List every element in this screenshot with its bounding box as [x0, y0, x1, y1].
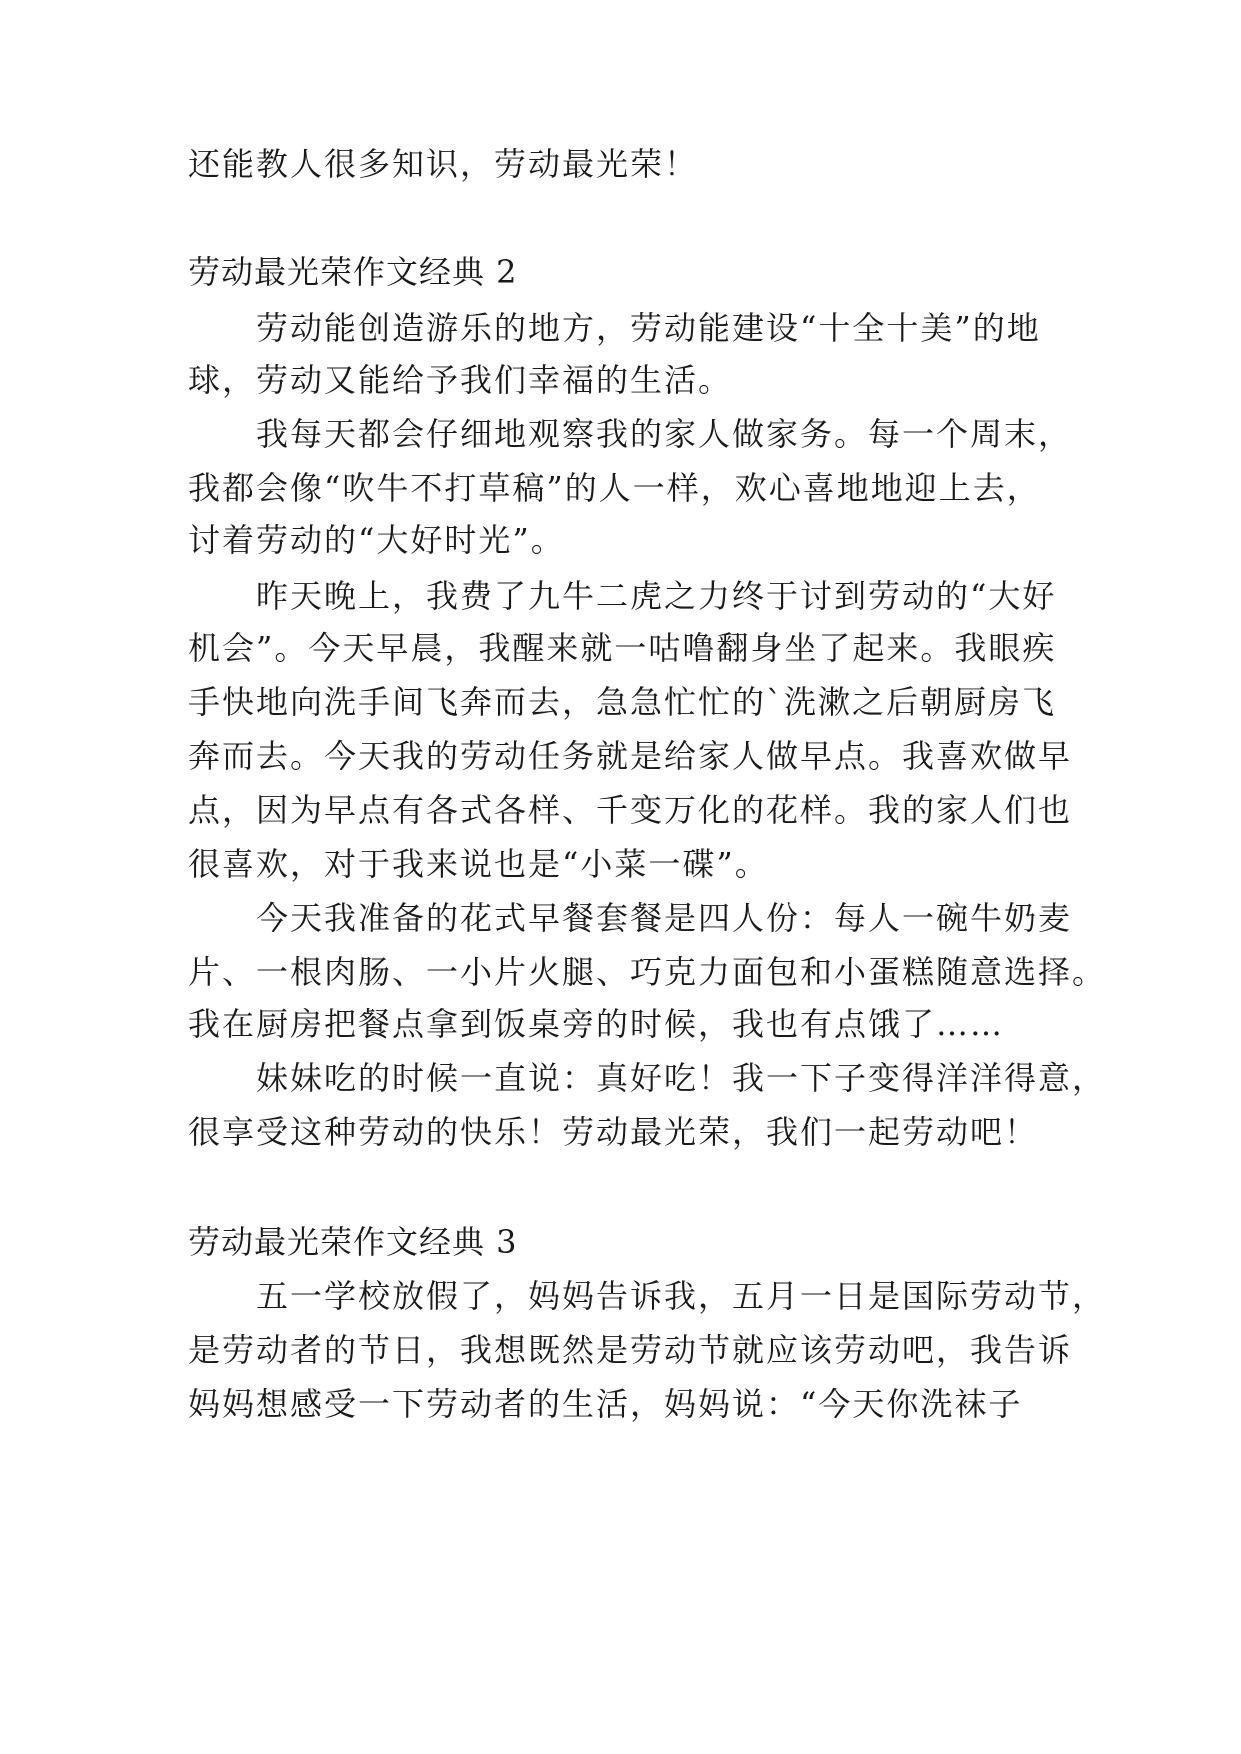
- section-2-line: 球，劳动又能给予我们幸福的生活。: [188, 361, 733, 399]
- section-2-line: 很享受这种劳动的快乐！劳动最光荣，我们一起劳动吧！: [188, 1113, 1039, 1151]
- section-2-line: 点，因为早点有各式各样、千变万化的花样。我的家人们也: [188, 791, 1073, 829]
- section-3-line: 妈妈想感受一下劳动者的生活，妈妈说：“今天你洗袜子: [188, 1385, 1023, 1423]
- section-2-line: 很喜欢，对于我来说也是“小菜一碟”。: [188, 845, 769, 883]
- section-2-line: 机会”。今天早晨，我醒来就一咕噜翻身坐了起来。我眼疾: [188, 629, 1057, 667]
- section-2-line: 片、一根肉肠、一小片火腿、巧克力面包和小蛋糕随意选择。: [188, 953, 1107, 991]
- section-2-line: 我都会像“吹牛不打草稿”的人一样，欢心喜地地迎上去，: [188, 469, 1041, 507]
- section-3-title: 劳动最光荣作文经典 3: [188, 1223, 518, 1261]
- section-3-line: 五一学校放假了，妈妈告诉我，五月一日是国际劳动节，: [256, 1277, 1107, 1315]
- section-2-line: 妹妹吃的时候一直说：真好吃！我一下子变得洋洋得意，: [256, 1059, 1107, 1097]
- section-2-line: 劳动能创造游乐的地方，劳动能建设“十全十美”的地: [256, 309, 1041, 347]
- section-2-line: 今天我准备的花式早餐套餐是四人份：每人一碗牛奶麦: [256, 899, 1073, 937]
- section-2-line: 我在厨房把餐点拿到饭桌旁的时候，我也有点饿了……: [188, 1005, 1005, 1043]
- section-2-line: 我每天都会仔细地观察我的家人做家务。每一个周末，: [256, 415, 1073, 453]
- section-2-line: 奔而去。今天我的劳动任务就是给家人做早点。我喜欢做早: [188, 737, 1073, 775]
- section-3-line: 是劳动者的节日，我想既然是劳动节就应该劳动吧，我告诉: [188, 1331, 1073, 1369]
- section-2-line: 昨天晚上，我费了九牛二虎之力终于讨到劳动的“大好: [256, 577, 1057, 615]
- section-2-line: 手快地向洗手间飞奔而去，急急忙忙的`洗漱之后朝厨房飞: [188, 683, 1057, 721]
- intro-tail-line: 还能教人很多知识，劳动最光荣！: [188, 145, 699, 183]
- section-2-title: 劳动最光荣作文经典 2: [188, 253, 518, 291]
- section-2-line: 讨着劳动的“大好时光”。: [188, 521, 565, 559]
